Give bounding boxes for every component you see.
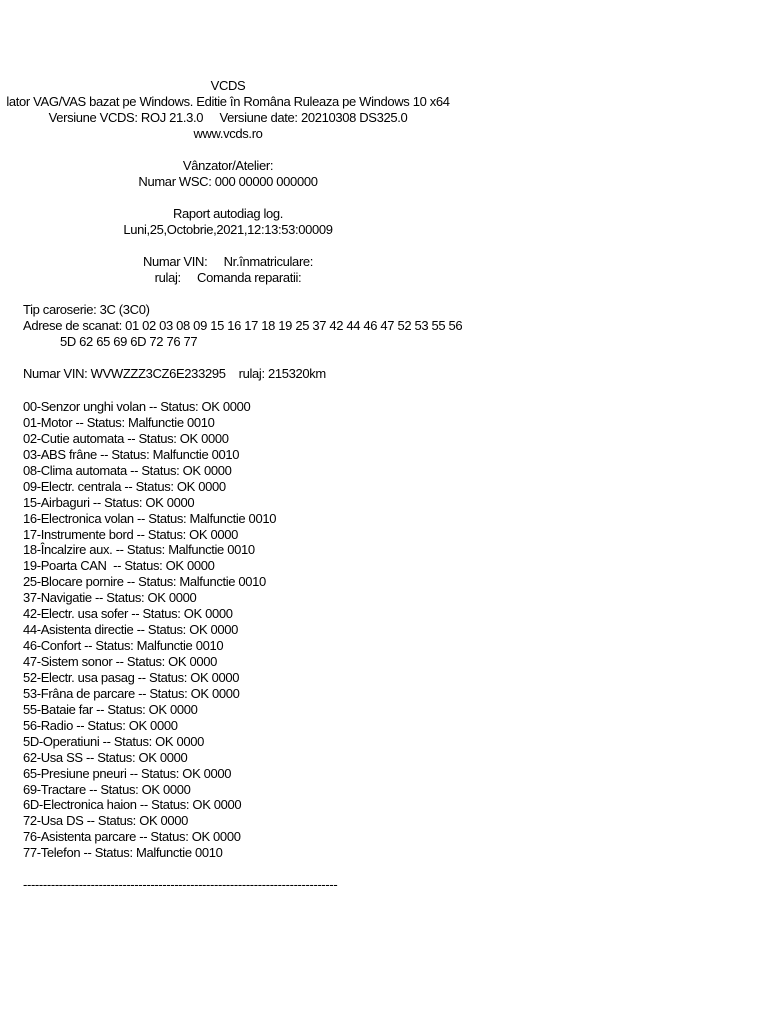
module-status-row: 15-Airbaguri -- Status: OK 0000 [23,494,195,510]
vendor-label: Vânzator/Atelier: [182,158,274,173]
module-status-row: 6D-Electronica haion -- Status: OK 0000 [23,797,242,813]
module-status-row: 03-ABS frâne -- Status: Malfunctie 0010 [23,446,240,462]
module-status-row: 53-Frâna de parcare -- Status: OK 0000 [23,685,240,701]
vin-plate-fields: Numar VIN: Nr.înmatriculare: [142,254,314,269]
module-status-row: 08-Clima automata -- Status: OK 0000 [23,462,232,478]
app-title: VCDS [210,78,246,93]
module-status-row: 76-Asistenta parcare -- Status: OK 0000 [23,829,241,845]
app-description: lator VAG/VAS bazat pe Windows. Editie în Româna Ruleaza pe Windows 10 x64 [6,94,450,109]
separator-line: ------------------------------------------------------------------------------- [23,877,338,892]
module-status-row: 42-Electr. usa sofer -- Status: OK 0000 [23,606,233,622]
module-status-row: 25-Blocare pornire -- Status: Malfunctie 0010 [23,574,266,590]
mileage-order-fields: rulaj: Comanda reparatii: [154,270,302,285]
module-status-row: 46-Confort -- Status: Malfunctie 0010 [23,638,224,654]
scan-addresses-continued: 5D 62 65 69 6D 72 76 77 [60,334,198,349]
vin-mileage: Numar VIN: WVWZZZ3CZ6E233295 rulaj: 215320km [23,366,326,381]
module-status-row: 77-Telefon -- Status: Malfunctie 0010 [23,845,223,861]
body-type: Tip caroserie: 3C (3C0) [23,302,150,317]
module-status-row: 19-Poarta CAN -- Status: OK 0000 [23,558,215,574]
module-status-row: 5D-Operatiuni -- Status: OK 0000 [23,733,205,749]
version-info: Versiune VCDS: ROJ 21.3.0 Versiune date: 20210308 DS325.0 [48,110,408,125]
module-status-row: 65-Presiune pneuri -- Status: OK 0000 [23,765,232,781]
module-status-row: 52-Electr. usa pasag -- Status: OK 0000 [23,669,240,685]
module-status-row: 02-Cutie automata -- Status: OK 0000 [23,430,229,446]
module-status-row: 16-Electronica volan -- Status: Malfunctie 0010 [23,510,277,526]
website-link[interactable]: www.vcds.ro [193,126,263,141]
module-status-row: 01-Motor -- Status: Malfunctie 0010 [23,414,215,430]
wsc-number: Numar WSC: 000 00000 000000 [138,174,318,189]
module-status-row: 37-Navigatie -- Status: OK 0000 [23,590,197,606]
scan-addresses: Adrese de scanat: 01 02 03 08 09 15 16 17 18 19 25 37 42 44 46 47 52 53 55 56 [23,318,463,333]
module-status-row: 72-Usa DS -- Status: OK 0000 [23,813,189,829]
module-status-row: 44-Asistenta directie -- Status: OK 0000 [23,622,239,638]
module-status-row: 69-Tractare -- Status: OK 0000 [23,781,191,797]
module-status-row: 00-Senzor unghi volan -- Status: OK 0000 [23,399,251,414]
module-status-row: 18-Încalzire aux. -- Status: Malfunctie 0010 [23,542,255,558]
module-status-row: 17-Instrumente bord -- Status: OK 0000 [23,526,239,542]
report-title: Raport autodiag log. [172,206,284,221]
module-status-row: 55-Bataie far -- Status: OK 0000 [23,701,198,717]
module-status-list [23,399,276,861]
module-status-row: 09-Electr. centrala -- Status: OK 0000 [23,478,226,494]
report-datetime: Luni,25,Octobrie,2021,12:13:53:00009 [123,222,333,237]
module-status-row: 62-Usa SS -- Status: OK 0000 [23,749,188,765]
module-status-row: 47-Sistem sonor -- Status: OK 0000 [23,654,218,669]
module-status-row: 56-Radio -- Status: OK 0000 [23,717,178,733]
